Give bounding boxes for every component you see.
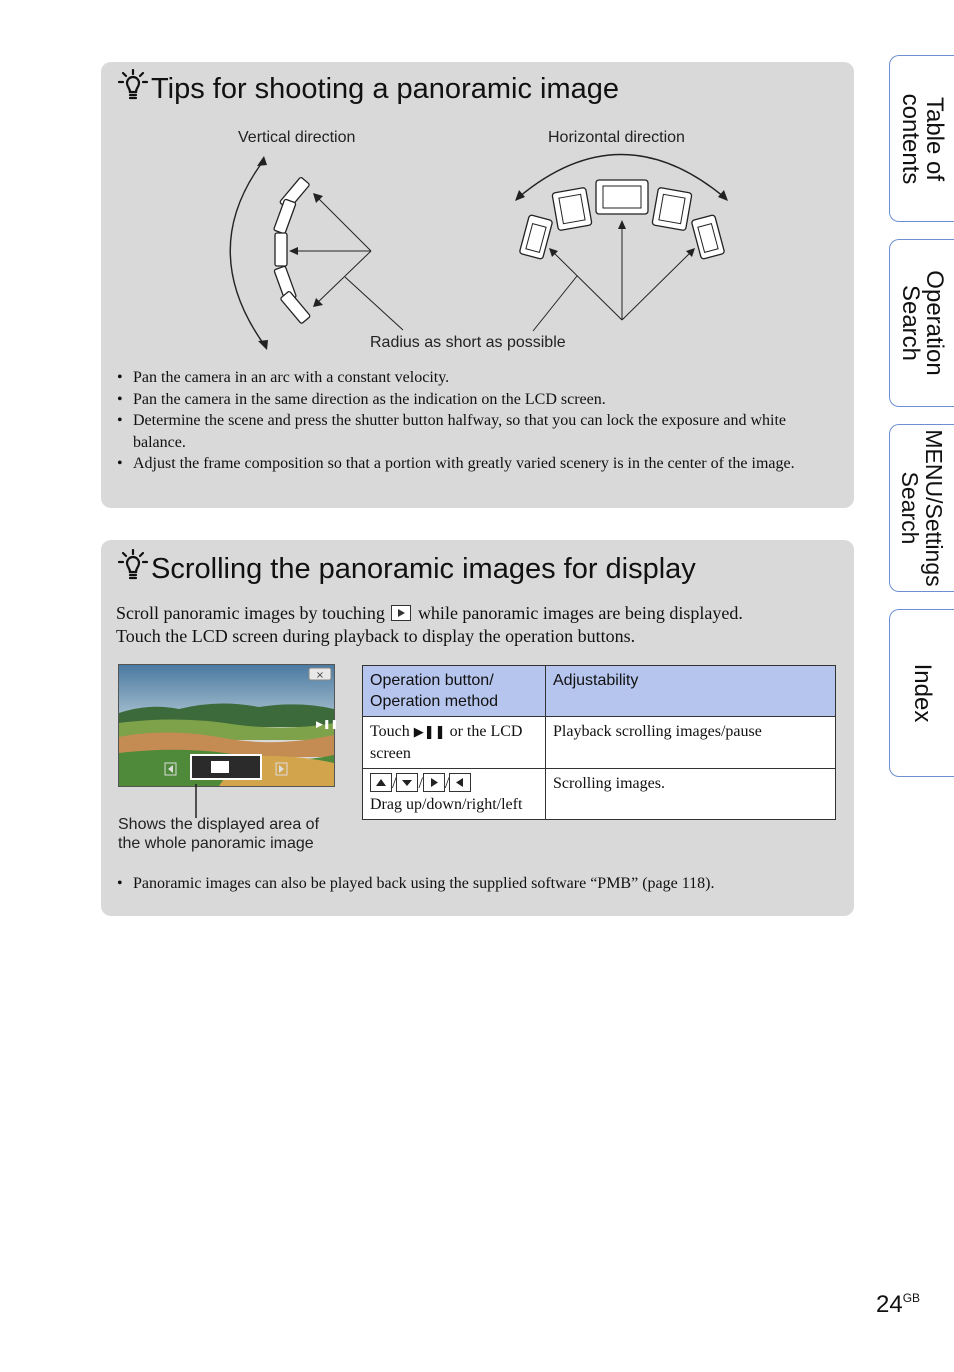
- table-cell: Scrolling images.: [546, 769, 836, 820]
- vertical-direction-label: Vertical direction: [238, 129, 356, 146]
- operation-table: [362, 665, 836, 820]
- table-header: Operation button/ Operation method: [363, 666, 546, 717]
- scrolling-panel: [101, 540, 854, 916]
- right-arrow-icon: [423, 773, 445, 792]
- table-cell: Touch ▶❚❚ or the LCD screen: [363, 717, 546, 769]
- tab-menu-settings-search[interactable]: MENU/Settings Search: [889, 424, 954, 592]
- tips-title: Tips for shooting a panoramic image: [151, 73, 619, 105]
- page-number: $24^{GB}$: [876, 1291, 921, 1318]
- up-arrow-icon: [370, 773, 392, 792]
- table-header: Adjustability: [546, 666, 836, 717]
- svg-text:▶❚❚: ▶❚❚: [316, 720, 339, 730]
- left-arrow-icon: [449, 773, 471, 792]
- tips-list: [117, 367, 827, 475]
- panorama-screen-image: [118, 664, 339, 787]
- list-item: • Pan the camera in an arc with a constant velocity.: [117, 367, 827, 389]
- radius-label: Radius as short as possible: [370, 334, 566, 351]
- table-cell: Playback scrolling images/pause: [546, 717, 836, 769]
- down-arrow-icon: [396, 773, 418, 792]
- scrolling-intro: Scroll panoramic images by touching while panoramic images are being displayed. Touch the LCD screen during playback to display the operation buttons.: [116, 603, 743, 646]
- tab-index[interactable]: Index: [889, 609, 954, 777]
- list-item: • Determine the scene and press the shutter button halfway, so that you can lock the exposure and white balance.: [117, 410, 827, 453]
- table-cell: / / / Drag up/down/right/left: [363, 769, 546, 820]
- tab-table-of-contents[interactable]: Table of contents: [889, 55, 954, 222]
- screen-caption: Shows the displayed area of the whole panoramic image: [118, 816, 320, 852]
- play-icon: [391, 605, 411, 621]
- play-pause-icon: ▶❚❚: [413, 725, 446, 740]
- scrolling-title: Scrolling the panoramic images for display: [151, 553, 696, 585]
- lightbulb-icon: [117, 548, 149, 590]
- panning-diagram: [101, 62, 854, 362]
- table-row: [363, 717, 836, 769]
- table-row: [363, 769, 836, 820]
- horizontal-direction-label: Horizontal direction: [548, 129, 685, 146]
- svg-text:×: ×: [315, 670, 325, 681]
- list-item: • Panoramic images can also be played back using the supplied software “PMB” (page 118).: [117, 873, 837, 895]
- tab-operation-search[interactable]: Operation Search: [889, 239, 954, 407]
- tips-panel: [101, 62, 854, 508]
- list-item: • Pan the camera in the same direction as the indication on the LCD screen.: [117, 389, 827, 411]
- list-item: • Adjust the frame composition so that a portion with greatly varied scenery is in the center of the image.: [117, 453, 827, 475]
- note-list: [117, 873, 837, 895]
- scrolling-heading: [117, 548, 696, 590]
